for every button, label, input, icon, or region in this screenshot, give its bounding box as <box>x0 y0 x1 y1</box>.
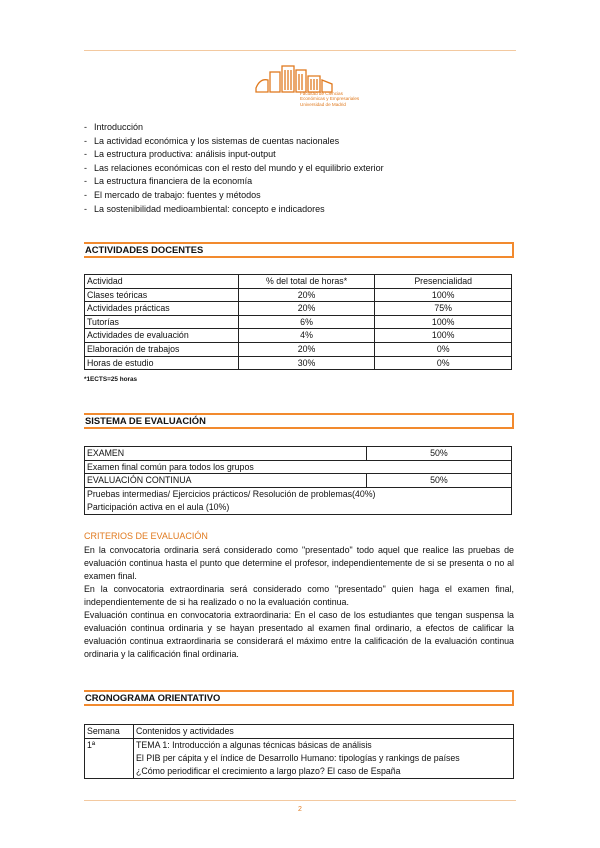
criterios-title: CRITERIOS DE EVALUACIÓN <box>84 531 208 541</box>
list-item: - Introducción <box>84 121 384 135</box>
actividades-table <box>84 274 512 370</box>
table-row: Examen final común para todos los grupos <box>85 460 512 474</box>
section-heading-cronograma: CRONOGRAMA ORIENTATIVO <box>84 690 514 706</box>
table-row: Horas de estudio 30% 0% <box>85 356 512 370</box>
table-row: Pruebas intermedias/ Ejercicios prácticos/ Resolución de problemas(40%) Participación activa en el aula (10%) <box>85 487 512 514</box>
section-heading-actividades: ACTIVIDADES DOCENTES <box>84 242 514 258</box>
list-item: - La sostenibilidad medioambiental: concepto e indicadores <box>84 203 384 217</box>
syllabus-topic-list <box>84 121 384 216</box>
header-rule <box>84 50 516 51</box>
paragraph: En la convocatoria extraordinaria será considerado como "presentado" quien haga el examen final, independientemente de si ha realizado o no la evaluación continua. <box>84 584 514 607</box>
table-row: EVALUACIÓN CONTINUA 50% <box>85 474 512 488</box>
faculty-logo-text: Facultad de Ciencias Económicas y Empresariales Universidad de Madrid <box>300 91 360 107</box>
page-number: 2 <box>298 806 302 813</box>
list-item: - La estructura productiva: análisis input-output <box>84 148 384 162</box>
footer-rule <box>84 800 516 801</box>
list-item: - La estructura financiera de la economía <box>84 175 384 189</box>
table-row: 1ª TEMA 1: Introducción a algunas técnicas básicas de análisis El PIB per cápita y el índice de Desarrollo Humano: tipologías y rankings de países ¿Cómo periodificar el crecimiento a largo plazo? El caso de España <box>85 738 514 778</box>
table-row: Elaboración de trabajos 20% 0% <box>85 342 512 356</box>
table-header-row: Actividad % del total de horas* Presencialidad <box>85 275 512 289</box>
paragraph: Evaluación continua en convocatoria extraordinaria: En el caso de los estudiantes que tengan suspensa la evaluación continua ordinaria y se hayan presentado al examen final ordinario, a efectos de calificar la evaluación continua extraordinaria se considerará el máximo entre la calificación de la evaluación continua ordinaria y la calificación final ordinaria. <box>84 610 514 659</box>
faculty-logo <box>250 60 350 116</box>
list-item: - Las relaciones económicas con el resto del mundo y el equilibrio exterior <box>84 162 384 176</box>
table-row: Actividades prácticas 20% 75% <box>85 302 512 316</box>
table-header-row: Semana Contenidos y actividades <box>85 725 514 739</box>
section-heading-evaluacion: SISTEMA DE EVALUACIÓN <box>84 413 514 429</box>
list-item: - El mercado de trabajo: fuentes y métodos <box>84 189 384 203</box>
table-row: Clases teóricas 20% 100% <box>85 288 512 302</box>
table-row: EXAMEN 50% <box>85 447 512 461</box>
evaluacion-table <box>84 446 512 515</box>
criterios-text <box>84 544 514 661</box>
ects-note: *1ECTS=25 horas <box>84 376 138 383</box>
table-row: Tutorías 6% 100% <box>85 315 512 329</box>
table-row: Actividades de evaluación 4% 100% <box>85 329 512 343</box>
paragraph: En la convocatoria ordinaria será considerado como "presentado" todo aquel que realice las pruebas de evaluación continua hasta el punto que determine el profesor, independientemente de si se presenta o no al examen final. <box>84 545 514 581</box>
cronograma-table <box>84 724 514 779</box>
list-item: - La actividad económica y los sistemas de cuentas nacionales <box>84 135 384 149</box>
